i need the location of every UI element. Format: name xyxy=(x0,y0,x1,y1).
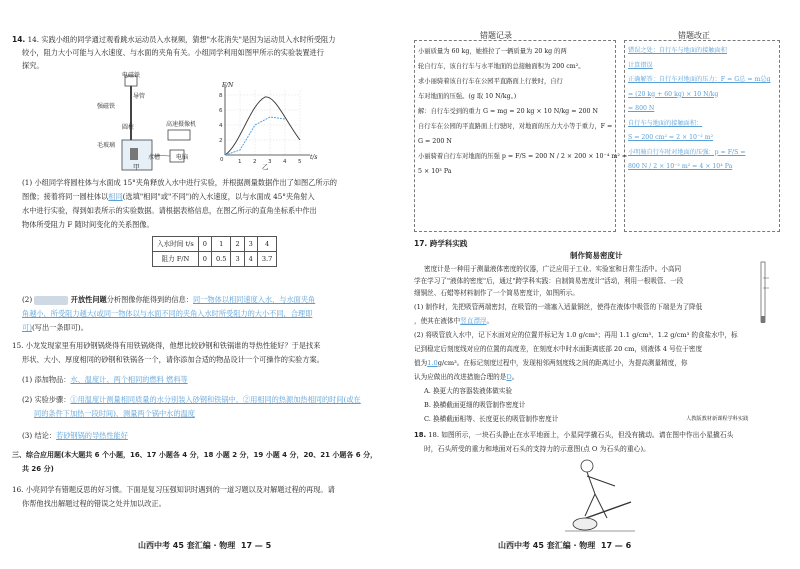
fig-label-camera: 高速摄像机 xyxy=(166,121,197,128)
answer-same: 相同 xyxy=(108,192,123,201)
right-page-number: 17 — 6 xyxy=(600,541,632,550)
fix-line: 正确解答：自行车对地面的压力：F = G总 = m总g xyxy=(628,76,771,83)
q17-s2-line2: 记到稳定后刻度线对应的位置的高度差，在刻度水中时水面距离底部 20 cm，则液体 4 号位于密度 xyxy=(414,345,703,353)
q17-title: 制作简易密度计 xyxy=(570,251,623,260)
q16-line1: 16. 小亮同学有错题反思的好习惯。下面是复习压强知识时遇到的一道习题以及对解题过程的再现。请 xyxy=(12,485,335,494)
q17-intro3: 细铜丝、石蜡等材料制作了一个简易密度计，如图所示。 xyxy=(414,289,579,297)
graph-xunit: t/s xyxy=(310,154,318,161)
table-cell: 0 xyxy=(198,237,211,252)
record-line: 轮自行车，该自行车与水平地面的总接触面积为 200 cm²。 xyxy=(418,63,585,70)
q14-line2: 较小，阻力大小可能与入水速度、与水面的夹角有关。小组同学利用如图甲所示的实验装置进行 xyxy=(22,48,324,57)
record-line: 车对地面的压强。(g 取 10 N/kg。) xyxy=(418,93,517,100)
record-line: G = 200 N xyxy=(418,138,452,145)
table-cell: 阻力 F/N xyxy=(153,252,199,267)
fig-label-tank: 水槽 xyxy=(148,154,161,161)
table-cell: 3.7 xyxy=(257,252,277,267)
table-cell: 3 xyxy=(244,237,257,252)
graph-ylabel: F/N xyxy=(222,82,234,89)
table-cell: 入水时间 t/s xyxy=(153,237,199,252)
fig-label-jia: 甲 xyxy=(133,163,140,171)
table-cell: 1 xyxy=(211,237,231,252)
fix-content xyxy=(628,44,771,175)
q14-p1-line4: 物体所受阻力 F 随时间变化的关系图像。 xyxy=(22,220,154,229)
open-question-tag: 开放性问题 xyxy=(70,295,107,304)
q15-s2: (2) 实验步骤：①用温度计测量相同质量的水分别装入砂钢和铁锅中，②用相同的热源加热相同的时间(或在 xyxy=(22,395,361,404)
table-cell: 4 xyxy=(244,252,257,267)
svg-text:0: 0 xyxy=(220,157,224,163)
q15-s2-line2: 同的条件下加热一段时间)，测量两个锅中水的温度 xyxy=(34,409,195,418)
q16-line2: 你帮他找出解题过程的错误之处并加以改正。 xyxy=(22,499,166,508)
q14-line1: 14. 14. 实践小组的同学通过观看跳水运动员入水视频，猜想"水花消失"是因为运动员入水时所受阻力 xyxy=(12,35,336,44)
svg-text:6: 6 xyxy=(219,108,223,114)
q17-s2-line3: 值为1.0g/cm³。在标记刻度过程中，发现相邻两刻度线之间的距离过小，为提高测量精度，你 xyxy=(414,359,688,367)
q14-p2-line3: 可)(写出一条即可)。 xyxy=(22,323,88,332)
q17-intro2: 学在学习了"液体的密度"后，通过"跨学科实践：自制简易密度计"活动，利用一根吸管、一段 xyxy=(414,277,684,285)
q15-line1: 15. 小龙发现家里有用砂钢锅烧得有用铁锅烧得，他想比较砂钢和铁锅谁的导热性能好？于是找来 xyxy=(12,341,321,350)
fix-line: 错误之处：自行车与地面的接触面积 xyxy=(628,47,727,54)
q14-p1-line2: 图像；接着将同一圆柱体以相同(选填"相同"或"不同")的入水速度，以与水面成 45°夹角射入 xyxy=(22,192,315,201)
q14-p2-line1: (2) 开放性问题分析图像你能得到的信息：同一物体以相同速度入水，与水面夹角 xyxy=(22,295,316,304)
data-table xyxy=(152,236,277,267)
table-cell: 0.5 xyxy=(211,252,231,267)
q14-line3: 探究。 xyxy=(22,61,44,70)
q17-s2-line1: (2) 将吸管放入水中，记下水面对应的位置并标记为 1.0 g/cm³；再用 1.1 g/cm³、1.2 g/cm³ 的食盐水中，标 xyxy=(414,331,738,339)
header-record: 错题记录 xyxy=(480,31,512,40)
fig-label-glass: 毛玻璃 xyxy=(97,142,116,149)
hydrometer-icon xyxy=(756,260,770,330)
fix-line: 计算错误 xyxy=(628,61,653,69)
stone-shape xyxy=(573,518,597,530)
record-line: 5 × 10³ Pa xyxy=(418,168,452,175)
svg-text:4: 4 xyxy=(283,159,287,165)
fig-label-computer: 电脑 xyxy=(176,154,189,161)
q17-tag: 人教版教材新课程学科实践 xyxy=(686,416,749,422)
fig-label-electromagnet: 电磁铁 xyxy=(122,72,141,79)
table-cell: 3 xyxy=(231,252,244,267)
record-line: 小丽质量为 60 kg，她推拉了一辆质量为 20 kg 的两 xyxy=(418,48,567,55)
fig-label-yi: 乙 xyxy=(262,163,269,171)
q15-s1: (1) 添加物品：水、温度计、两个相同的燃料 燃料等 xyxy=(22,375,188,384)
fix-line: = (20 kg + 60 kg) × 10 N/kg xyxy=(628,90,719,98)
record-line: 求小丽骑着该自行车在公园平直路面上行驶时，自行 xyxy=(418,78,563,85)
q18-line1: 18. 18. 如图所示，一块石头静止在水平地面上，小星同学撬石头，但没有撬动。请在图中作出小星撬石头 xyxy=(414,431,734,439)
fig-label-magnet: 强磁铁 xyxy=(97,103,116,110)
svg-text:4: 4 xyxy=(219,123,223,129)
svg-text:3: 3 xyxy=(268,159,272,165)
q14-p1-line3: 水中进行实验，得到如表所示的实验数据。请根据表格信息，在图乙所示的直角坐标系中作出 xyxy=(22,206,317,215)
left-footer: 山西中考 45 套汇编 · 物理 17 — 5 xyxy=(138,541,272,550)
cylinder-shape xyxy=(130,148,138,160)
table-row xyxy=(153,237,277,252)
table-cell: 2 xyxy=(231,237,244,252)
q14-p1-line1: (1) 小组同学将圆柱体与水面成 15°夹角释放入水中进行实验，并根据测量数据作出了如图乙所示的 xyxy=(22,178,337,187)
fig-label-cylinder: 圆柱 xyxy=(122,124,135,131)
svg-text:8: 8 xyxy=(219,93,223,99)
q17-option-b: B. 换横截面更细的吸管制作密度计 xyxy=(424,401,526,409)
record-line: 自行车在公园的平直路面上行驶时，对地面的压力大小等于重力，F = xyxy=(418,123,613,130)
left-page-number: 17 — 5 xyxy=(240,541,272,550)
q17-s1-line2: ，使其在液体中竖直漂浮。 xyxy=(414,317,494,325)
section3-title2: 共 26 分) xyxy=(22,465,54,473)
camera-shape xyxy=(168,130,190,140)
q18-line2: 时，石头所受的重力和地面对石头的支持力的示意图(点 O 为石头的重心)。 xyxy=(424,445,650,453)
right-page xyxy=(400,0,800,569)
q17-option-c: C. 换横截面相等、长度更长的吸管制作密度计 xyxy=(424,415,559,423)
record-content xyxy=(418,44,627,179)
q15-s3: (3) 结论：若砂钢锅的导热性能好 xyxy=(22,431,128,440)
svg-text:2: 2 xyxy=(219,138,223,144)
table-cell: 0 xyxy=(198,252,211,267)
table-row xyxy=(153,252,277,267)
q17-s2-line4: 认为应做出的改进措施合理的是D。 xyxy=(414,373,519,381)
fix-line: S = 200 cm² = 2 × 10⁻² m² xyxy=(628,134,714,141)
record-line: 解：自行车受到的重力 G = mg = 20 kg × 10 N/kg = 200 N xyxy=(418,108,599,115)
fig-label-guide: 导管 xyxy=(133,93,146,100)
fix-line: 800 N / 2 × 10⁻² m² = 4 × 10⁴ Pa xyxy=(628,163,733,170)
q17-s1-line1: (1) 制作时，先把吸管两端密封，在吸管的一端塞入适量铜丝，使得在液体中吸管的下端是为了降低 xyxy=(414,303,703,311)
svg-text:2: 2 xyxy=(253,159,257,165)
svg-text:1: 1 xyxy=(238,159,242,165)
table-cell: 4 xyxy=(257,237,277,252)
q17-option-a: A. 换更大的容器装液体做实验 xyxy=(424,387,513,395)
fix-line: 自行车与地面的接触面积： xyxy=(628,119,703,127)
curve-15deg xyxy=(225,97,300,155)
header-fix: 错题改正 xyxy=(678,31,710,40)
right-footer: 山西中考 45 套汇编 · 物理 17 — 6 xyxy=(498,541,632,550)
q14-p2-line2: 角越小，所受阻力越大(或同一物体以与水面不同的夹角入水时所受阻力的大小不同，合理即 xyxy=(22,309,313,318)
svg-text:5: 5 xyxy=(298,159,302,165)
fix-line: = 800 N xyxy=(628,105,655,112)
badge-pill xyxy=(34,296,68,305)
fix-line: 小明骑自行车时对地面的压强：p = F/S = xyxy=(628,148,746,156)
record-line: 小丽骑着自行车对地面的压强 p = F/S = 200 N / 2 × 200 × 10⁻⁴ m² = xyxy=(418,153,628,160)
q15-line2: 形状、大小、厚度相同的砂钢和铁锅各一个，请你添加合适的物品设计一个可操作的实验方案。 xyxy=(22,355,324,364)
q17-label: 17. 跨学科实践 xyxy=(414,239,468,248)
section3-title: 三、综合应用题(本大题共 6 个小题，16、17 小题各 4 分，18 小题 2 分，19 小题 4 分，20、21 小题各 6 分， xyxy=(12,451,378,459)
person-lever-figure xyxy=(565,456,635,536)
q17-intro1: 密度计是一种用于测量液体密度的仪器，广泛应用于工业、实验室和日常生活中。小高同 xyxy=(424,265,682,273)
